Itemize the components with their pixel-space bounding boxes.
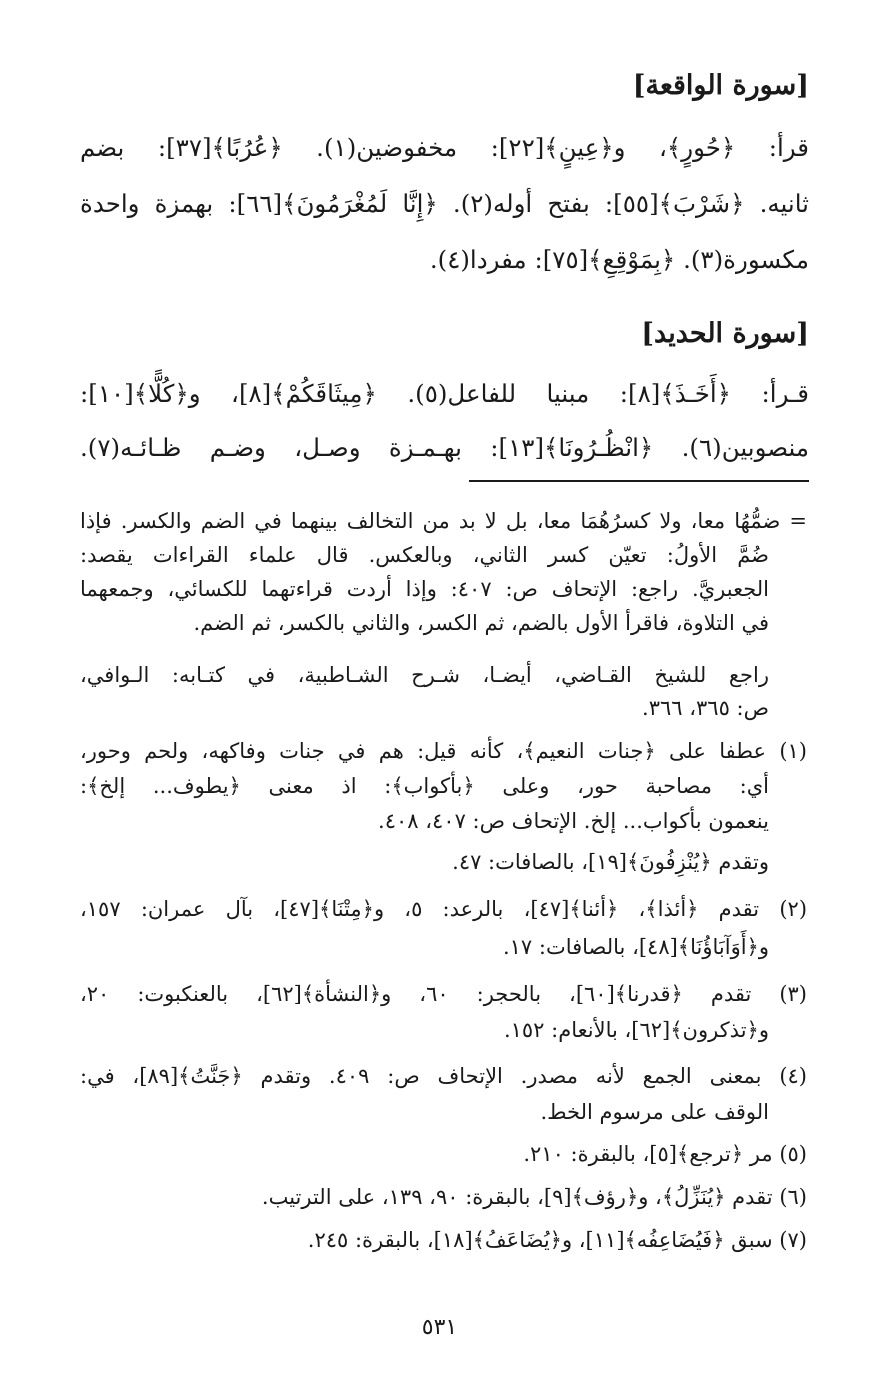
main-text-line: قـرأ: ﴿أَخَـذَ﴾[٨]: مبنيا للفاعل(٥). ﴿مِيثَاقَكُمْ﴾[٨]، و﴿كُلًّا﴾[١٠]: [80, 379, 809, 408]
footnote-divider [469, 480, 809, 482]
footnote-line: الجعبريَّ. راجع: الإتحاف ص: ٤٠٧: وإذا أردت قراءتهما للكسائي، وجمعهما [80, 577, 769, 601]
main-text-line: قرأ: ﴿حُورٍ﴾، و﴿عِينٍ﴾[٢٢]: مخفوضين(١). ﴿عُرُبًا﴾[٣٧]: بضم [80, 133, 810, 162]
footnote-line: أي: مصاحبة حور، وعلى ﴿بأكواب﴾: اذ معنى ﴿يطوف... إلخ﴾: [80, 774, 769, 798]
footnote-6: (٦) تقدم ﴿يُنَزِّلُ﴾، و﴿رؤف﴾[٩]، بالبقرة: ٩٠، ١٣٩، على الترتيب. [261, 1185, 807, 1209]
footnote-1: (١) عطفا على ﴿جنات النعيم﴾، كأنه قيل: هم في جنات وفاكهه، ولحم وحور، [80, 739, 807, 763]
main-text-line: منصوبين(٦). ﴿انْظُـرُونَا﴾[١٣]: بهـمـزة وصـل، وضـم ظـائـه(٧). [80, 433, 809, 462]
main-text-line: ثانيه. ﴿شَرْبَ﴾[٥٥]: بفتح أوله(٢). ﴿إِنَّا لَمُغْرَمُونَ﴾[٦٦]: بهمزة واحدة [80, 189, 809, 218]
page-number: ٥٣١ [421, 1315, 458, 1340]
footnote-line: وتقدم ﴿يُنْزِفُونَ﴾[١٩]، بالصافات: ٤٧. [452, 850, 769, 874]
footnote-line: راجع للشيخ القـاضي، أيضـا، شـرح الشـاطبية، في كتـابه: الـوافي، [80, 663, 769, 687]
footnote-3: (٣) تقدم ﴿قدرنا﴾[٦٠]، بالحجر: ٦٠، و﴿النشأة﴾[٦٢]، بالعنكبوت: ٢٠، [80, 982, 807, 1006]
footnote-line: الوقف على مرسوم الخط. [540, 1100, 769, 1124]
footnote-line: ضُمَّ الأولُ: تعيّن كسر الثاني، وبالعكس. قال علماء القراءات يقصد: [80, 543, 769, 567]
footnote-line: ص: ٣٦٥، ٣٦٦. [642, 696, 769, 720]
footnote-line: ينعمون بأكواب... إلخ. الإتحاف ص: ٤٠٧، ٤٠٨. [378, 809, 769, 833]
footnote-line: في التلاوة، فاقرأ الأول بالضم، ثم الكسر، والثاني بالكسر، ثم الضم. [193, 611, 769, 635]
footnote-5: (٥) مر ﴿ترجع﴾[٥]، بالبقرة: ٢١٠. [523, 1142, 807, 1166]
footnote-4: (٤) بمعنى الجمع لأنه مصدر. الإتحاف ص: ٤٠٩. وتقدم ﴿جَنَّتُ﴾[٨٩]، في: [80, 1064, 807, 1088]
surah-al-hadid-heading: [سورة الحديد] [641, 318, 809, 349]
footnote-line: = ضمُّهُا معا، ولا كسرُهُمَا معا، بل لا بد من التخالف بينهما في الضم والكسر. فإذا [80, 509, 807, 533]
footnote-line: و﴿أَوَآبَاؤُنَا﴾[٤٨]، بالصافات: ١٧. [502, 935, 769, 959]
footnote-2: (٢) تقدم ﴿أئذا﴾، ﴿أئنا﴾[٤٧]، بالرعد: ٥، و﴿مِتْنَا﴾[٤٧]، بآل عمران: ١٥٧، [80, 897, 808, 921]
surah-al-waqiah-heading: [سورة الواقعة] [632, 70, 809, 101]
main-text-line: مكسورة(٣). ﴿بِمَوْقِعِ﴾[٧٥]: مفردا(٤). [429, 245, 809, 274]
footnote-7: (٧) سبق ﴿فَيُضَاعِفُه﴾[١١]، و﴿يُضَاعَفُ﴾[١٨]، بالبقرة: ٢٤٥. [307, 1228, 807, 1252]
footnote-line: و﴿تذكرون﴾[٦٢]، بالأنعام: ١٥٢. [503, 1018, 769, 1042]
